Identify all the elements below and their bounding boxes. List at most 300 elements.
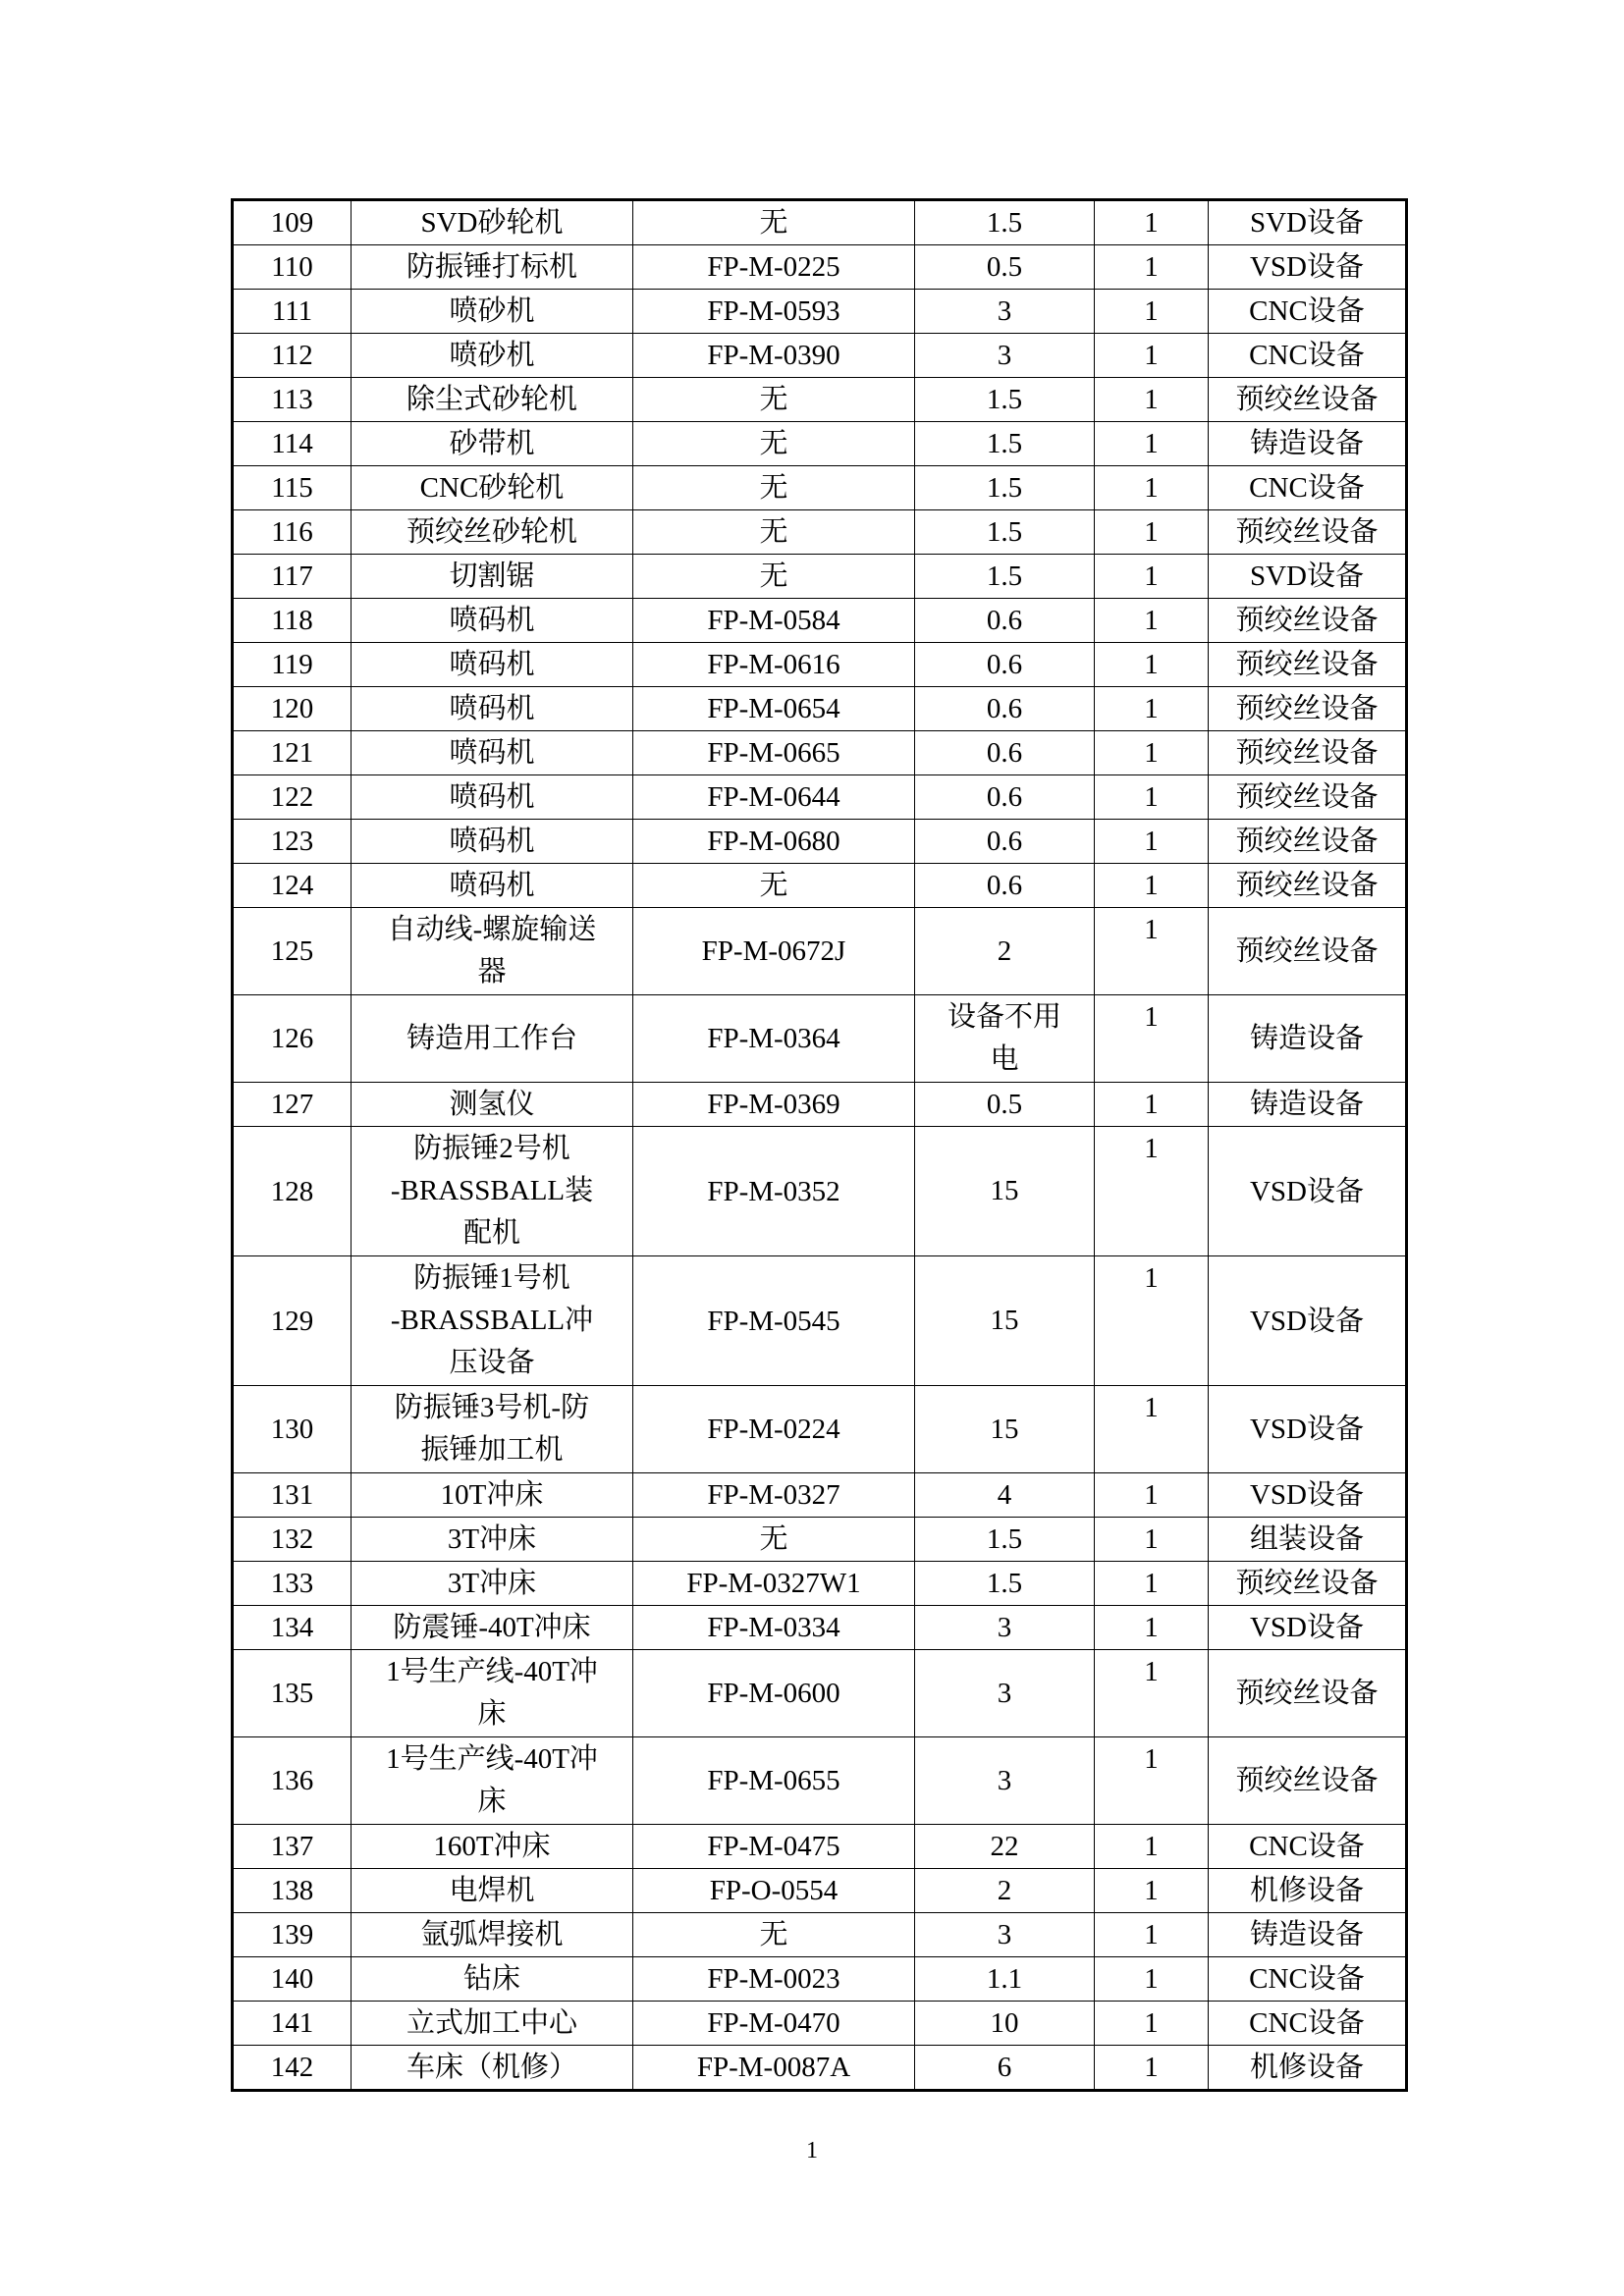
name-line: 喷码机 [449, 737, 535, 769]
category-cell: 预绞丝设备 [1209, 1650, 1407, 1737]
category-cell: 机修设备 [1209, 1869, 1407, 1913]
table-row [233, 2046, 1407, 2091]
equipment-name-cell [352, 555, 633, 599]
category-cell: VSD设备 [1209, 245, 1407, 290]
power-line: 0.6 [986, 781, 1023, 813]
row-number-cell: 136 [233, 1737, 352, 1825]
name-line: 3T冲床 [447, 1568, 537, 1599]
power-line: 3 [997, 1764, 1012, 1796]
power-line: 电 [990, 1043, 1019, 1075]
power-line: 3 [997, 295, 1012, 327]
equipment-name-cell [352, 1083, 633, 1127]
category-cell: 预绞丝设备 [1209, 731, 1407, 775]
equipment-name-cell [352, 995, 633, 1083]
name-line: 喷码机 [449, 605, 535, 636]
name-line: 切割锯 [449, 561, 535, 592]
power-line: 0.5 [986, 1089, 1023, 1120]
equipment-code-cell: 无 [633, 422, 915, 466]
name-line: 压设备 [449, 1347, 535, 1378]
quantity-cell: 1 [1095, 1825, 1209, 1869]
row-number-cell: 128 [233, 1127, 352, 1256]
table-row [233, 731, 1407, 775]
quantity-cell: 1 [1095, 466, 1209, 510]
equipment-name-cell [352, 290, 633, 334]
power-cell [915, 1825, 1095, 1869]
table-row [233, 599, 1407, 643]
power-line: 2 [997, 1875, 1012, 1906]
row-number-cell: 137 [233, 1825, 352, 1869]
name-line: 喷码机 [449, 781, 535, 813]
category-cell: 预绞丝设备 [1209, 820, 1407, 864]
row-number-cell: 134 [233, 1606, 352, 1650]
equipment-name-cell [352, 1562, 633, 1606]
quantity-cell: 1 [1095, 820, 1209, 864]
row-number-cell: 138 [233, 1869, 352, 1913]
equipment-code-cell: 无 [633, 378, 915, 422]
power-line: 1.5 [986, 207, 1023, 239]
name-line: -BRASSBALL装 [390, 1175, 594, 1206]
quantity-cell: 1 [1095, 643, 1209, 687]
quantity-cell: 1 [1095, 687, 1209, 731]
equipment-code-cell: 无 [633, 1518, 915, 1562]
table-row [233, 995, 1407, 1083]
power-line: 1.1 [986, 1963, 1023, 1995]
equipment-name-cell [352, 334, 633, 378]
equipment-name-cell [352, 378, 633, 422]
category-cell: SVD设备 [1209, 200, 1407, 245]
table-row [233, 334, 1407, 378]
table-row [233, 1913, 1407, 1957]
equipment-name-cell [352, 908, 633, 995]
name-line: 喷码机 [449, 693, 535, 724]
power-line: 1.5 [986, 561, 1023, 592]
equipment-code-cell: FP-M-0369 [633, 1083, 915, 1127]
quantity-cell: 1 [1095, 1869, 1209, 1913]
power-line: 设备不用 [947, 1001, 1061, 1033]
power-cell [915, 2046, 1095, 2091]
power-cell [915, 378, 1095, 422]
row-number-cell: 127 [233, 1083, 352, 1127]
equipment-code-cell: FP-M-0470 [633, 2002, 915, 2046]
row-number-cell: 116 [233, 510, 352, 555]
table-row [233, 1562, 1407, 1606]
table-row [233, 1606, 1407, 1650]
equipment-code-cell: FP-M-0616 [633, 643, 915, 687]
equipment-code-cell: FP-M-0224 [633, 1386, 915, 1473]
equipment-code-cell: FP-M-0680 [633, 820, 915, 864]
category-cell: 预绞丝设备 [1209, 599, 1407, 643]
power-cell [915, 1127, 1095, 1256]
row-number-cell: 133 [233, 1562, 352, 1606]
page-number: 1 [806, 2138, 818, 2163]
table-row [233, 864, 1407, 908]
name-line: 160T冲床 [433, 1831, 551, 1862]
power-cell [915, 643, 1095, 687]
quantity-cell: 1 [1095, 510, 1209, 555]
equipment-code-cell: FP-M-0600 [633, 1650, 915, 1737]
quantity-cell: 1 [1095, 1913, 1209, 1957]
power-line: 2 [997, 934, 1012, 967]
equipment-code-cell: FP-M-0327 [633, 1473, 915, 1518]
power-cell [915, 731, 1095, 775]
quantity-cell: 1 [1095, 245, 1209, 290]
equipment-code-cell: FP-M-0584 [633, 599, 915, 643]
power-cell [915, 245, 1095, 290]
name-line: 防振锤3号机-防 [394, 1392, 590, 1423]
table-row [233, 1737, 1407, 1825]
power-line: 1.5 [986, 428, 1023, 459]
row-number-cell: 115 [233, 466, 352, 510]
power-cell [915, 555, 1095, 599]
category-cell: CNC设备 [1209, 1825, 1407, 1869]
name-line: 电焊机 [449, 1875, 535, 1906]
table-row [233, 1083, 1407, 1127]
power-line: 3 [997, 1919, 1012, 1950]
quantity-cell: 1 [1095, 200, 1209, 245]
equipment-name-cell [352, 466, 633, 510]
quantity-cell: 1 [1095, 864, 1209, 908]
category-cell: 预绞丝设备 [1209, 775, 1407, 820]
category-cell: VSD设备 [1209, 1606, 1407, 1650]
row-number-cell: 131 [233, 1473, 352, 1518]
row-number-cell: 122 [233, 775, 352, 820]
quantity-cell: 1 [1095, 1606, 1209, 1650]
name-line: 车床（机修） [406, 2052, 577, 2083]
power-cell [915, 1518, 1095, 1562]
quantity-cell: 1 [1095, 599, 1209, 643]
table-row [233, 2002, 1407, 2046]
equipment-code-cell: FP-M-0334 [633, 1606, 915, 1650]
power-cell [915, 2002, 1095, 2046]
equipment-code-cell: FP-M-0665 [633, 731, 915, 775]
power-cell [915, 1562, 1095, 1606]
table-row [233, 1473, 1407, 1518]
name-line: 立式加工中心 [406, 2007, 577, 2039]
equipment-code-cell: FP-M-0364 [633, 995, 915, 1083]
table-row [233, 422, 1407, 466]
power-cell [915, 1869, 1095, 1913]
equipment-code-cell: FP-M-0593 [633, 290, 915, 334]
name-line: 1号生产线-40T冲 [386, 1656, 598, 1687]
quantity-cell: 1 [1095, 775, 1209, 820]
power-line: 4 [997, 1479, 1012, 1511]
power-line: 22 [990, 1831, 1019, 1862]
power-cell [915, 422, 1095, 466]
table-row [233, 290, 1407, 334]
row-number-cell: 119 [233, 643, 352, 687]
power-cell [915, 820, 1095, 864]
name-line: 除尘式砂轮机 [406, 384, 577, 415]
power-cell [915, 1083, 1095, 1127]
power-line: 1.5 [986, 472, 1023, 504]
power-cell [915, 1650, 1095, 1737]
power-line: 0.6 [986, 693, 1023, 724]
quantity-cell: 1 [1095, 2002, 1209, 2046]
power-cell [915, 1256, 1095, 1386]
name-line: 氩弧焊接机 [420, 1919, 564, 1950]
name-line: 喷码机 [449, 826, 535, 857]
power-line: 15 [990, 1413, 1019, 1445]
row-number-cell: 120 [233, 687, 352, 731]
table-row [233, 1127, 1407, 1256]
power-cell [915, 1737, 1095, 1825]
equipment-name-cell [352, 510, 633, 555]
equipment-code-cell: FP-M-0327W1 [633, 1562, 915, 1606]
category-cell: 铸造设备 [1209, 995, 1407, 1083]
power-line: 1.5 [986, 1568, 1023, 1599]
equipment-code-cell: FP-M-0023 [633, 1957, 915, 2002]
category-cell: CNC设备 [1209, 334, 1407, 378]
equipment-code-cell: FP-M-0475 [633, 1825, 915, 1869]
power-cell [915, 599, 1095, 643]
row-number-cell: 117 [233, 555, 352, 599]
equipment-name-cell [352, 1256, 633, 1386]
equipment-code-cell: 无 [633, 466, 915, 510]
category-cell: 铸造设备 [1209, 422, 1407, 466]
equipment-name-cell [352, 643, 633, 687]
equipment-code-cell: FP-M-0225 [633, 245, 915, 290]
quantity-cell: 1 [1095, 2046, 1209, 2091]
equipment-code-cell: 无 [633, 1913, 915, 1957]
quantity-cell: 1 [1095, 1127, 1209, 1256]
quantity-cell: 1 [1095, 1083, 1209, 1127]
category-cell: 预绞丝设备 [1209, 1737, 1407, 1825]
power-line: 0.6 [986, 649, 1023, 680]
power-cell [915, 1606, 1095, 1650]
name-line: 喷砂机 [449, 295, 535, 327]
equipment-table [231, 198, 1408, 2092]
equipment-name-cell [352, 775, 633, 820]
quantity-cell: 1 [1095, 1518, 1209, 1562]
row-number-cell: 124 [233, 864, 352, 908]
name-line: 防振锤打标机 [406, 251, 577, 283]
category-cell: 机修设备 [1209, 2046, 1407, 2091]
category-cell: CNC设备 [1209, 1957, 1407, 2002]
equipment-name-cell [352, 1737, 633, 1825]
power-line: 15 [990, 1175, 1019, 1206]
row-number-cell: 139 [233, 1913, 352, 1957]
table-row [233, 1869, 1407, 1913]
power-line: 1.5 [986, 384, 1023, 415]
equipment-name-cell [352, 1869, 633, 1913]
name-line: 自动线-螺旋输送 [387, 914, 597, 945]
name-line: 喷砂机 [449, 340, 535, 371]
row-number-cell: 135 [233, 1650, 352, 1737]
row-number-cell: 141 [233, 2002, 352, 2046]
power-cell [915, 1913, 1095, 1957]
equipment-code-cell: FP-M-0672J [633, 908, 915, 995]
row-number-cell: 140 [233, 1957, 352, 2002]
equipment-code-cell: FP-M-0352 [633, 1127, 915, 1256]
equipment-name-cell [352, 1518, 633, 1562]
row-number-cell: 132 [233, 1518, 352, 1562]
power-cell [915, 908, 1095, 995]
name-line: 防振锤2号机 [413, 1133, 570, 1164]
equipment-code-cell: 无 [633, 510, 915, 555]
power-line: 1.5 [986, 1523, 1023, 1555]
quantity-cell: 1 [1095, 422, 1209, 466]
equipment-code-cell: 无 [633, 555, 915, 599]
table-row [233, 245, 1407, 290]
equipment-name-cell [352, 1957, 633, 2002]
equipment-name-cell [352, 1650, 633, 1737]
table-row [233, 1825, 1407, 1869]
category-cell: 预绞丝设备 [1209, 1562, 1407, 1606]
table-row [233, 1518, 1407, 1562]
equipment-code-cell: FP-O-0554 [633, 1869, 915, 1913]
quantity-cell: 1 [1095, 334, 1209, 378]
equipment-code-cell: FP-M-0390 [633, 334, 915, 378]
quantity-cell: 1 [1095, 1957, 1209, 2002]
quantity-cell: 1 [1095, 1650, 1209, 1737]
equipment-name-cell [352, 599, 633, 643]
category-cell: VSD设备 [1209, 1473, 1407, 1518]
power-line: 6 [997, 2052, 1012, 2083]
name-line: 铸造用工作台 [406, 1022, 577, 1054]
name-line: 预绞丝砂轮机 [406, 516, 577, 548]
category-cell: 预绞丝设备 [1209, 510, 1407, 555]
equipment-code-cell: 无 [633, 200, 915, 245]
name-line: 10T冲床 [440, 1479, 544, 1511]
power-cell [915, 864, 1095, 908]
power-cell [915, 290, 1095, 334]
table-row [233, 908, 1407, 995]
row-number-cell: 130 [233, 1386, 352, 1473]
quantity-cell: 1 [1095, 290, 1209, 334]
row-number-cell: 118 [233, 599, 352, 643]
row-number-cell: 142 [233, 2046, 352, 2091]
category-cell: 铸造设备 [1209, 1083, 1407, 1127]
power-line: 1.5 [986, 516, 1023, 548]
name-line: 1号生产线-40T冲 [386, 1743, 598, 1775]
equipment-name-cell [352, 245, 633, 290]
category-cell: SVD设备 [1209, 555, 1407, 599]
table-row [233, 1386, 1407, 1473]
table-row [233, 378, 1407, 422]
quantity-cell: 1 [1095, 1386, 1209, 1473]
equipment-code-cell: FP-M-0655 [633, 1737, 915, 1825]
equipment-name-cell [352, 1825, 633, 1869]
quantity-cell: 1 [1095, 995, 1209, 1083]
quantity-cell: 1 [1095, 1737, 1209, 1825]
equipment-code-cell: FP-M-0654 [633, 687, 915, 731]
category-cell: 铸造设备 [1209, 1913, 1407, 1957]
name-line: 配机 [462, 1217, 520, 1249]
equipment-name-cell [352, 2002, 633, 2046]
name-line: 喷码机 [449, 649, 535, 680]
table-row [233, 555, 1407, 599]
power-line: 0.6 [986, 870, 1023, 901]
equipment-code-cell: FP-M-0087A [633, 2046, 915, 2091]
power-cell [915, 200, 1095, 245]
equipment-name-cell [352, 1473, 633, 1518]
category-cell: VSD设备 [1209, 1256, 1407, 1386]
quantity-cell: 1 [1095, 378, 1209, 422]
power-cell [915, 1473, 1095, 1518]
table-row [233, 1256, 1407, 1386]
table-row [233, 200, 1407, 245]
equipment-name-cell [352, 1127, 633, 1256]
quantity-cell: 1 [1095, 908, 1209, 995]
equipment-name-cell [352, 687, 633, 731]
power-line: 3 [997, 1677, 1012, 1709]
equipment-name-cell [352, 422, 633, 466]
quantity-cell: 1 [1095, 1473, 1209, 1518]
category-cell: 预绞丝设备 [1209, 378, 1407, 422]
table-row [233, 820, 1407, 864]
name-line: 振锤加工机 [420, 1434, 564, 1466]
table-row [233, 466, 1407, 510]
table-row [233, 1650, 1407, 1737]
power-line: 10 [990, 2007, 1019, 2039]
row-number-cell: 126 [233, 995, 352, 1083]
category-cell: CNC设备 [1209, 466, 1407, 510]
name-line: 钻床 [462, 1963, 520, 1995]
power-cell [915, 687, 1095, 731]
power-line: 3 [997, 1612, 1012, 1643]
quantity-cell: 1 [1095, 1562, 1209, 1606]
power-line: 3 [997, 340, 1012, 371]
power-cell [915, 775, 1095, 820]
table-row [233, 687, 1407, 731]
power-cell [915, 1957, 1095, 2002]
row-number-cell: 110 [233, 245, 352, 290]
category-cell: VSD设备 [1209, 1386, 1407, 1473]
equipment-code-cell: FP-M-0644 [633, 775, 915, 820]
row-number-cell: 112 [233, 334, 352, 378]
table-row [233, 1957, 1407, 2002]
row-number-cell: 125 [233, 908, 352, 995]
quantity-cell: 1 [1095, 1256, 1209, 1386]
name-line: -BRASSBALL冲 [390, 1305, 594, 1336]
equipment-name-cell [352, 820, 633, 864]
power-line: 15 [990, 1305, 1019, 1336]
power-cell [915, 510, 1095, 555]
power-line: 0.6 [986, 737, 1023, 769]
quantity-cell: 1 [1095, 731, 1209, 775]
category-cell: 预绞丝设备 [1209, 643, 1407, 687]
category-cell: 预绞丝设备 [1209, 687, 1407, 731]
name-line: 3T冲床 [447, 1523, 537, 1555]
equipment-name-cell [352, 1386, 633, 1473]
power-line: 0.5 [986, 251, 1023, 283]
power-cell [915, 995, 1095, 1083]
table-row [233, 775, 1407, 820]
equipment-name-cell [352, 200, 633, 245]
equipment-code-cell: 无 [633, 864, 915, 908]
power-line: 0.6 [986, 605, 1023, 636]
name-line: 防震锤-40T冲床 [393, 1612, 591, 1643]
category-cell: CNC设备 [1209, 2002, 1407, 2046]
equipment-name-cell [352, 1606, 633, 1650]
row-number-cell: 113 [233, 378, 352, 422]
category-cell: CNC设备 [1209, 290, 1407, 334]
equipment-name-cell [352, 731, 633, 775]
table-row [233, 510, 1407, 555]
name-line: 测氢仪 [449, 1089, 535, 1120]
name-line: 器 [477, 956, 507, 988]
equipment-table-body [233, 200, 1407, 2091]
row-number-cell: 114 [233, 422, 352, 466]
row-number-cell: 121 [233, 731, 352, 775]
power-cell [915, 1386, 1095, 1473]
category-cell: VSD设备 [1209, 1127, 1407, 1256]
name-line: 砂带机 [449, 428, 535, 459]
equipment-name-cell [352, 2046, 633, 2091]
category-cell: 预绞丝设备 [1209, 908, 1407, 995]
equipment-code-cell: FP-M-0545 [633, 1256, 915, 1386]
row-number-cell: 129 [233, 1256, 352, 1386]
